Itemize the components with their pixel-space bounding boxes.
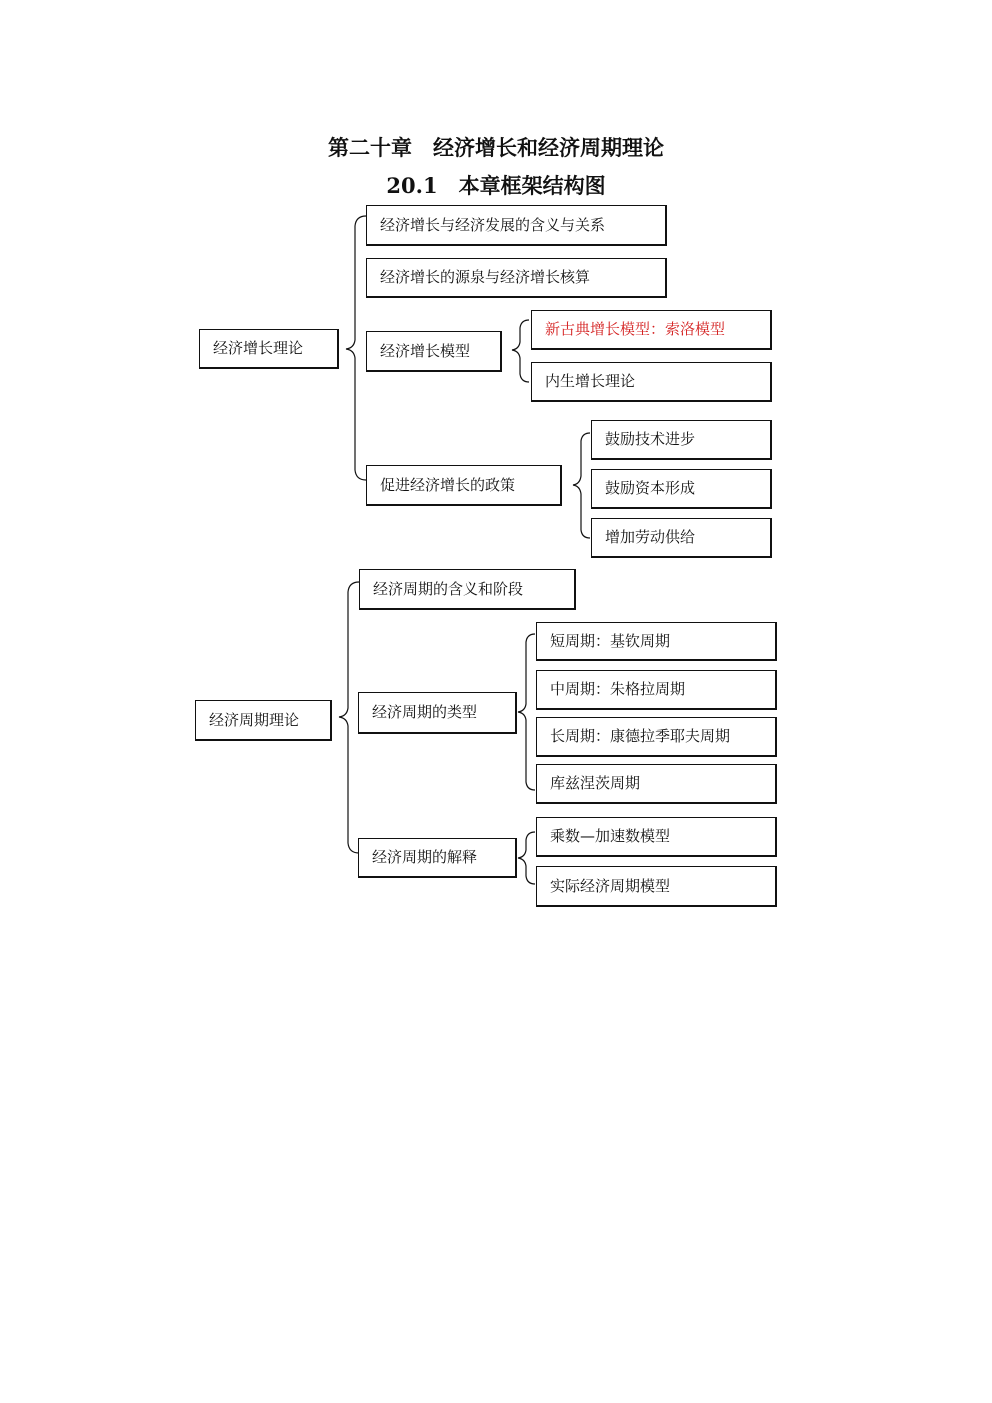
cycle-types-node: 经济周期的类型: [358, 692, 517, 734]
kuznets-cycle-node: 库兹涅茨周期: [536, 764, 777, 804]
growth-root-node: 经济增长理论: [199, 329, 339, 369]
cycle-explain-node: 经济周期的解释: [358, 838, 517, 878]
cycle-root-bracket: [339, 582, 359, 853]
cycle-types-bracket: [518, 634, 535, 790]
kitchin-cycle-node: 短周期：基钦周期: [536, 622, 777, 661]
juglar-cycle-node: 中周期：朱格拉周期: [536, 670, 777, 710]
cycle-root-node: 经济周期理论: [195, 700, 332, 741]
growth-policy-node: 促进经济增长的政策: [366, 465, 562, 506]
chapter-title: 第二十章 经济增长和经济周期理论: [328, 135, 664, 160]
policy-tech-node: 鼓励技术进步: [591, 420, 772, 460]
growth-meaning-node: 经济增长与经济发展的含义与关系: [366, 205, 667, 246]
growth-sources-node: 经济增长的源泉与经济增长核算: [366, 258, 667, 298]
growth-models-bracket: [512, 320, 529, 382]
real-business-cycle-node: 实际经济周期模型: [536, 866, 777, 907]
cycle-meaning-node: 经济周期的含义和阶段: [359, 569, 576, 610]
solow-model-node: 新古典增长模型：索洛模型: [531, 310, 772, 350]
section-title: 20.1 本章框架结构图: [386, 173, 606, 198]
policy-labor-node: 增加劳动供给: [591, 518, 772, 558]
growth-policy-bracket: [573, 433, 590, 538]
growth-root-bracket: [346, 216, 366, 480]
multiplier-accelerator-node: 乘数—加速数模型: [536, 817, 777, 857]
endogenous-growth-node: 内生增长理论: [531, 362, 772, 402]
policy-capital-node: 鼓励资本形成: [591, 469, 772, 509]
cycle-explain-bracket: [518, 832, 535, 884]
kondratiev-cycle-node: 长周期：康德拉季耶夫周期: [536, 717, 777, 757]
growth-models-node: 经济增长模型: [366, 331, 502, 372]
